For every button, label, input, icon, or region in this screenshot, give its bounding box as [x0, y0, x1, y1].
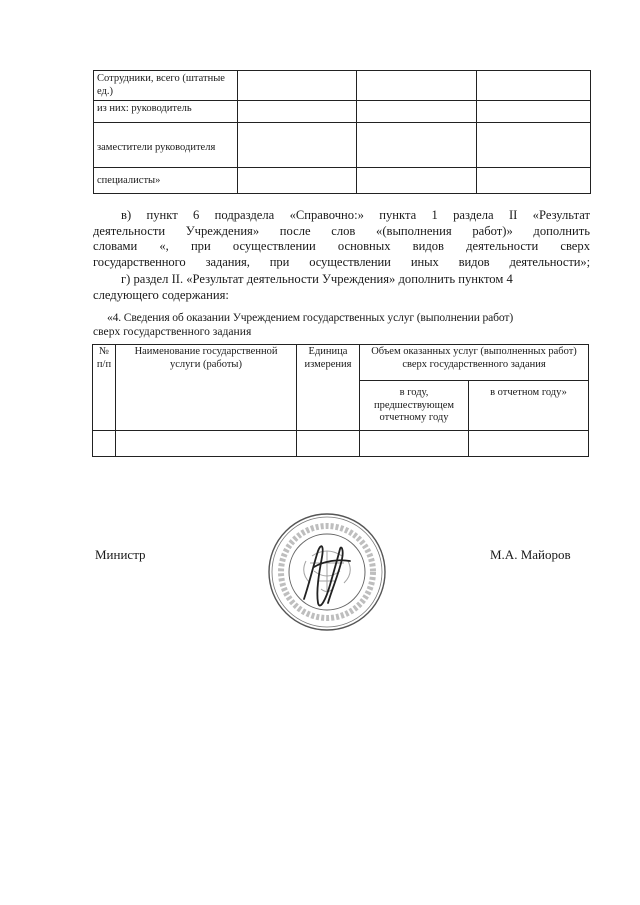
staff-row-label: Сотрудники, всего (штатные ед.): [94, 71, 238, 101]
header-service-name: Наименование государственной услуги (работы): [116, 345, 297, 431]
table-row: [94, 123, 591, 168]
table-row: [94, 168, 591, 194]
table-cell: [357, 101, 476, 123]
table-row: [94, 71, 591, 101]
staff-table: [93, 70, 591, 194]
table-row: [93, 345, 589, 381]
header-volume: Объем оказанных услуг (выполненных работ) сверх государственного задания: [360, 345, 589, 381]
header-prev-year: в году, предшествующем отчетному году: [360, 381, 469, 431]
services-table: [92, 344, 589, 457]
paragraph-g: [93, 272, 590, 303]
signer-title: Министр: [95, 547, 146, 562]
table-cell: [297, 431, 360, 457]
table-cell: [476, 71, 590, 101]
table-cell: [476, 123, 590, 168]
text-line: г) раздел II. «Результат деятельности Учреждения» дополнить пунктом 4: [121, 272, 513, 286]
text-line: следующего содержания:: [93, 287, 229, 302]
table-cell: [357, 71, 476, 101]
text-line: сверх государственного задания: [93, 325, 252, 338]
section-heading: [93, 311, 590, 339]
table-cell: [469, 431, 589, 457]
table-cell: [238, 168, 357, 194]
table-cell: [357, 168, 476, 194]
text-line: деятельности Учреждения» после слов «(выполнения работ)» дополнить: [93, 223, 590, 238]
table-cell: [116, 431, 297, 457]
table-cell: [476, 101, 590, 123]
text-line: словами «, при осуществлении основных видов деятельности сверх: [93, 239, 590, 254]
text-line: «4. Сведения об оказании Учреждением государственных услуг (выполнении работ): [107, 311, 514, 324]
table-row: [93, 431, 589, 457]
table-cell: [238, 71, 357, 101]
table-cell: [238, 101, 357, 123]
text-line: государственного задания, при осуществлении иных видов деятельности»;: [93, 254, 590, 269]
official-seal: [266, 511, 388, 633]
header-current-year: в отчетном году»: [469, 381, 589, 431]
header-unit: Единица измерения: [297, 345, 360, 431]
paragraph-v: [93, 208, 590, 270]
signer-name: М.А. Майоров: [490, 547, 571, 562]
staff-row-label: из них: руководитель: [94, 101, 238, 123]
table-cell: [93, 431, 116, 457]
header-number: № п/п: [93, 345, 116, 431]
text-line: в) пункт 6 подраздела «Справочно:» пункта 1 раздела II «Результат: [121, 208, 590, 222]
table-row: [94, 101, 591, 123]
staff-row-label: специалисты»: [94, 168, 238, 194]
staff-row-label: заместители руководителя: [94, 123, 238, 168]
table-cell: [357, 123, 476, 168]
table-cell: [238, 123, 357, 168]
table-cell: [476, 168, 590, 194]
table-cell: [360, 431, 469, 457]
